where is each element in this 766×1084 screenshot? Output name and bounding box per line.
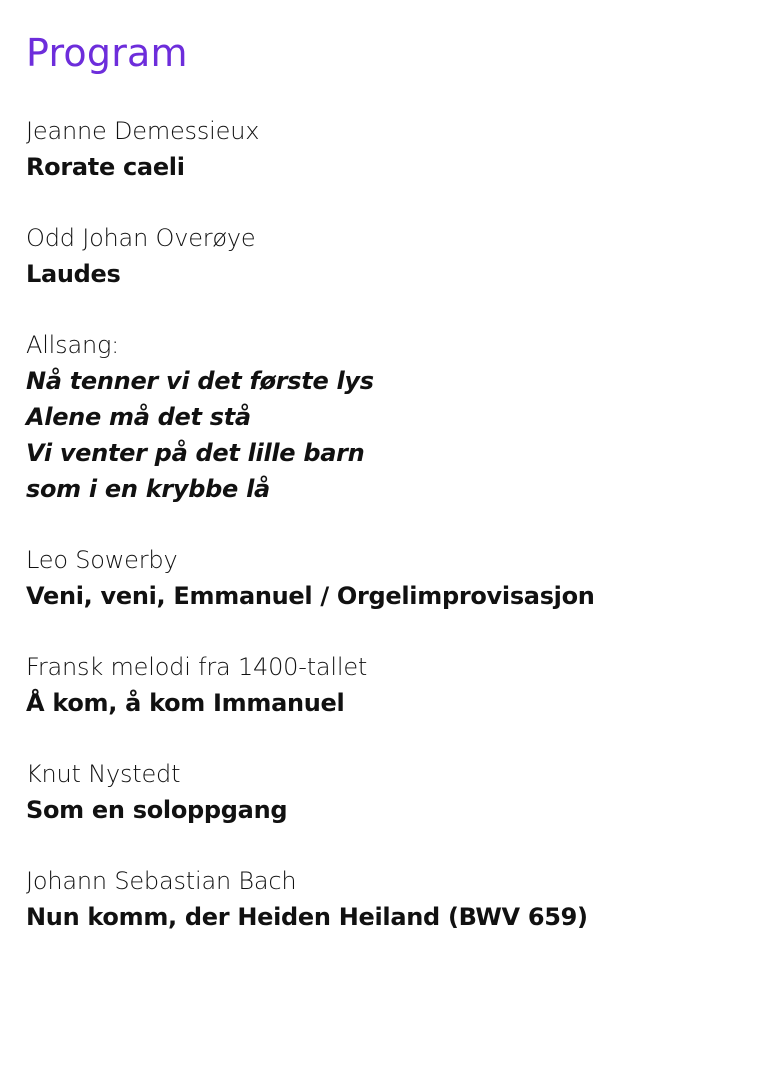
work-title: Å kom, å kom Immanuel: [26, 689, 345, 717]
work-title: Som en soloppgang: [26, 796, 288, 824]
work-title: Veni, veni, Emmanuel / Orgelimprovisasjon: [26, 582, 595, 610]
composer-name: Johann Sebastian Bach: [26, 867, 297, 895]
program-item: [26, 327, 746, 507]
composer-name: Jeanne Demessieux: [26, 117, 260, 145]
composer-name: Odd Johan Overøye: [26, 224, 256, 252]
program-item: [26, 863, 746, 935]
program-item: [26, 756, 746, 828]
program-item: [26, 113, 746, 185]
program-item: [26, 220, 746, 292]
program-item: [26, 542, 746, 614]
page-title: Program: [26, 31, 188, 75]
lyric-line: Vi venter på det lille barn: [26, 439, 365, 467]
composer-name: Knut Nystedt: [26, 760, 181, 788]
composer-name: Fransk melodi fra 1400-tallet: [26, 653, 368, 681]
work-title: Rorate caeli: [26, 153, 185, 181]
work-title: Laudes: [26, 260, 121, 288]
lyric-line: Nå tenner vi det første lys: [26, 367, 374, 395]
composer-name: Allsang:: [26, 331, 120, 359]
program-page: [26, 30, 746, 970]
lyric-line: som i en krybbe lå: [26, 475, 270, 503]
composer-name: Leo Sowerby: [26, 546, 178, 574]
work-title: Nun komm, der Heiden Heiland (BWV 659): [26, 903, 588, 931]
lyric-line: Alene må det stå: [26, 403, 251, 431]
program-item: [26, 649, 746, 721]
